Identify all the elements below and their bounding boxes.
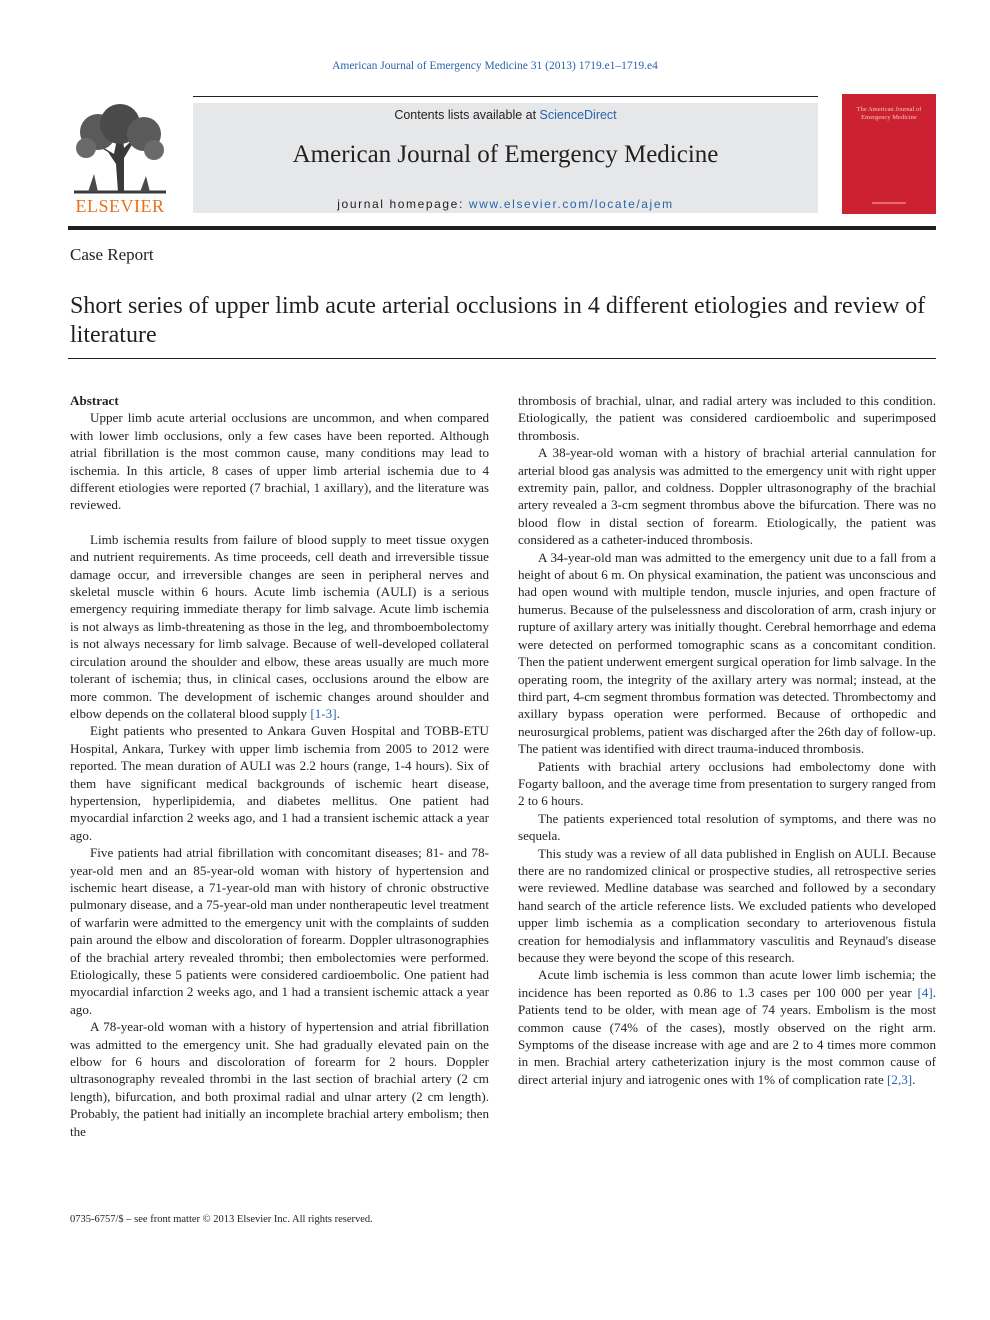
homepage-line	[193, 197, 818, 211]
paragraph-text: Limb ischemia results from failure of blood supply to meet tissue oxygen and nutrient requirements. As time proceeds, cell death and irreversible tissue damage occur, and irreversible changes are seen in peripheral nerves and skeletal muscle within 6 hours. Acute limb ischemia (AULI) is a serious emergency requiring immediate therapy for limb salvage. Acute limb ischemia is not always as limb-threatening as those in the leg, and thromboembolectomy is not always necessary for limb salvage. Because of well-developed collateral circulation around the shoulder and elbow, these areas usually are much more tolerant of ischemia; thus, in clinical cases, occlusions around the elbow are more common. The development of ischemic changes around shoulder and elbow depends on the collateral blood supply	[70, 531, 489, 721]
title-divider	[68, 358, 936, 359]
tree-icon	[68, 104, 172, 196]
journal-citation[interactable]: American Journal of Emergency Medicine 31 (2013) 1719.e1–1719.e4	[332, 60, 658, 72]
sciencedirect-link[interactable]: ScienceDirect	[539, 108, 617, 122]
contents-line	[193, 108, 818, 122]
body-paragraph	[518, 966, 936, 1088]
reference-link[interactable]: [1-3]	[310, 705, 337, 721]
journal-title: American Journal of Emergency Medicine	[292, 141, 719, 168]
body-paragraph	[70, 531, 489, 722]
abstract-text: Upper limb acute arterial occlusions are uncommon, and when compared with lower limb occlusions, only a few cases have been reported. Although atrial fibrillation is the most common cause, many conditions may lead to ischemia. In this article, 8 cases of upper limb arterial ischemia due to 4 different etiologies were reported (7 brachial, 1 axillary), and the literature was reviewed.	[70, 410, 489, 513]
reference-link[interactable]: [4]	[917, 984, 933, 1000]
body-paragraph: A 34-year-old man was admitted to the emergency unit due to a fall from a height of about 6 m. On physical examination, the patient was unconscious and had open wound with multiple tendon, muscle injuries, and open fracture of humerus. Because of the pulselessness and discoloration of arm, crash injury or rupture of axillary artery was initially thought. Cerebral hemorrhage and edema were detected on performed tomographic scans as a concomitant condition. Then the patient underwent emergent surgical operation for limb salvage. In the operating room, the integrity of the axillary artery was normal; instead, at the third part, 4-cm segment thrombus formation was detected. Thrombectomy and axillary bypass operation were performed. Because of orthopedic and neurosurgical problems, patient was discharged after the 26th day of follow-up. The patient was identified with direct trauma-induced thrombosis.	[518, 549, 936, 757]
journal-cover-thumbnail[interactable]	[842, 94, 936, 214]
body-paragraph: A 38-year-old woman with a history of brachial arterial cannulation for arterial blood gas analysis was admitted to the emergency unit with right upper extremity pain, pallor, and coldness. Doppler ultrasonography of the brachial artery revealed a 3-cm segment thrombus above the bifurcation. There was no blood flow in distal section of forearm. Etiologically, the patient was considered as a catheter-induced thrombosis.	[518, 445, 936, 548]
header-divider	[68, 226, 936, 230]
journal-header-box	[193, 103, 818, 213]
body-paragraph: Five patients had atrial fibrillation with concomitant diseases; 81- and 78-year-old men and an 85-year-old woman with history of hypertension and ischemic heart disease, a 71-year-old man with history of chronic obstructive pulmonary disease, and a 75-year-old man under nontherapeutic level treatment of warfarin were admitted to the emergency unit with the complaints of sudden pain around the elbow and discoloration of forearm. Doppler ultrasonographies of the brachial artery revealed thrombi; then embolectomies were performed. Etiologically, these 5 patients were considered cardioembolic. One patient had myocardial infarction 2 weeks ago, and 1 had a transient ischemic attack a year ago.	[70, 845, 489, 1017]
article-title: Short series of upper limb acute arterial occlusions in 4 different etiologies and review of literature	[70, 293, 926, 348]
paragraph-text: . Patients tend to be older, with mean age of 74 years. Embolism is the most common cause (74% of the cases), mostly observed on the right arm. Symptoms of the disease increase with age and are 2 to 4 times more common in men. Brachial artery catheterization injury is the most common cause of direct arterial injury and iatrogenic ones with 1% of complication rate	[518, 984, 936, 1087]
cover-footer-mark	[872, 202, 906, 204]
reference-link[interactable]: [2,3]	[887, 1071, 913, 1087]
article-type: Case Report	[70, 245, 154, 264]
body-paragraph: Eight patients who presented to Ankara Guven Hospital and TOBB-ETU Hospital, Ankara, Turkey with upper limb ischemia from 2005 to 2012 were reported. The mean duration of AULI was 2.2 hours (range, 1-4 hours). Six of them have significant medical backgrounds of ischemic heart disease, hypertension, hyperlipidemia, and diabetes mellitus. One patient had myocardial infarction 2 weeks ago, and 1 had a transient ischemic attack a year ago.	[70, 723, 489, 843]
body-paragraph: A 78-year-old woman with a history of hypertension and atrial fibrillation was admitted to the emergency unit. She had gradually elevated pain on the elbow for 6 hours and discoloration of forearm for 2 hours. Doppler ultrasonography revealed thrombi in the last section of brachial artery (2 cm length), bifurcation, and both proximal radial and ulnar artery (2 cm length). Probably, the patient had initially an incomplete brachial artery embolism; then the	[70, 1019, 489, 1139]
header-top-rule	[193, 96, 818, 97]
elsevier-wordmark[interactable]: ELSEVIER	[75, 196, 165, 216]
cover-title: The American Journal of Emergency Medicine	[856, 106, 922, 121]
contents-prefix: Contents lists available at	[394, 108, 540, 122]
abstract-heading: Abstract	[70, 393, 119, 408]
paragraph-text: .	[336, 705, 340, 721]
section-gap	[70, 514, 489, 531]
copyright-footer: 0735-6757/$ – see front matter © 2013 Elsevier Inc. All rights reserved.	[70, 1214, 373, 1225]
paragraph-text: .	[912, 1071, 916, 1087]
homepage-prefix: journal homepage:	[337, 197, 469, 211]
homepage-link[interactable]: www.elsevier.com/locate/ajem	[468, 197, 674, 211]
right-column	[518, 392, 936, 1088]
body-paragraph: Patients with brachial artery occlusions had embolectomy done with Fogarty balloon, and the average time from presentation to surgery ranged from 2 to 6 hours.	[518, 758, 936, 809]
body-paragraph: thrombosis of brachial, ulnar, and radial artery was included to this condition. Etiologically, the patient was considered cardioembolic and superimposed thrombosis.	[518, 393, 936, 443]
body-paragraph: This study was a review of all data published in English on AULI. Because there are no randomized clinical or prospective studies, all retrospective series were reviewed. Medline database was searched and followed by a secondary hand search of the article reference lists. We excluded patients who developed upper limb ischemia as a complication secondary to arteriovenous fistula creation for hemodialysis and inflammatory vasculitis and Reynaud's disease because they were beyond the scope of this research.	[518, 845, 936, 965]
left-column	[70, 392, 489, 1140]
paragraph-text: Acute limb ischemia is less common than acute lower limb ischemia; the incidence has been reported as 0.86 to 1.3 cases per 100 000 per year	[518, 967, 936, 1000]
body-paragraph: The patients experienced total resolution of symptoms, and there was no sequela.	[518, 810, 936, 844]
